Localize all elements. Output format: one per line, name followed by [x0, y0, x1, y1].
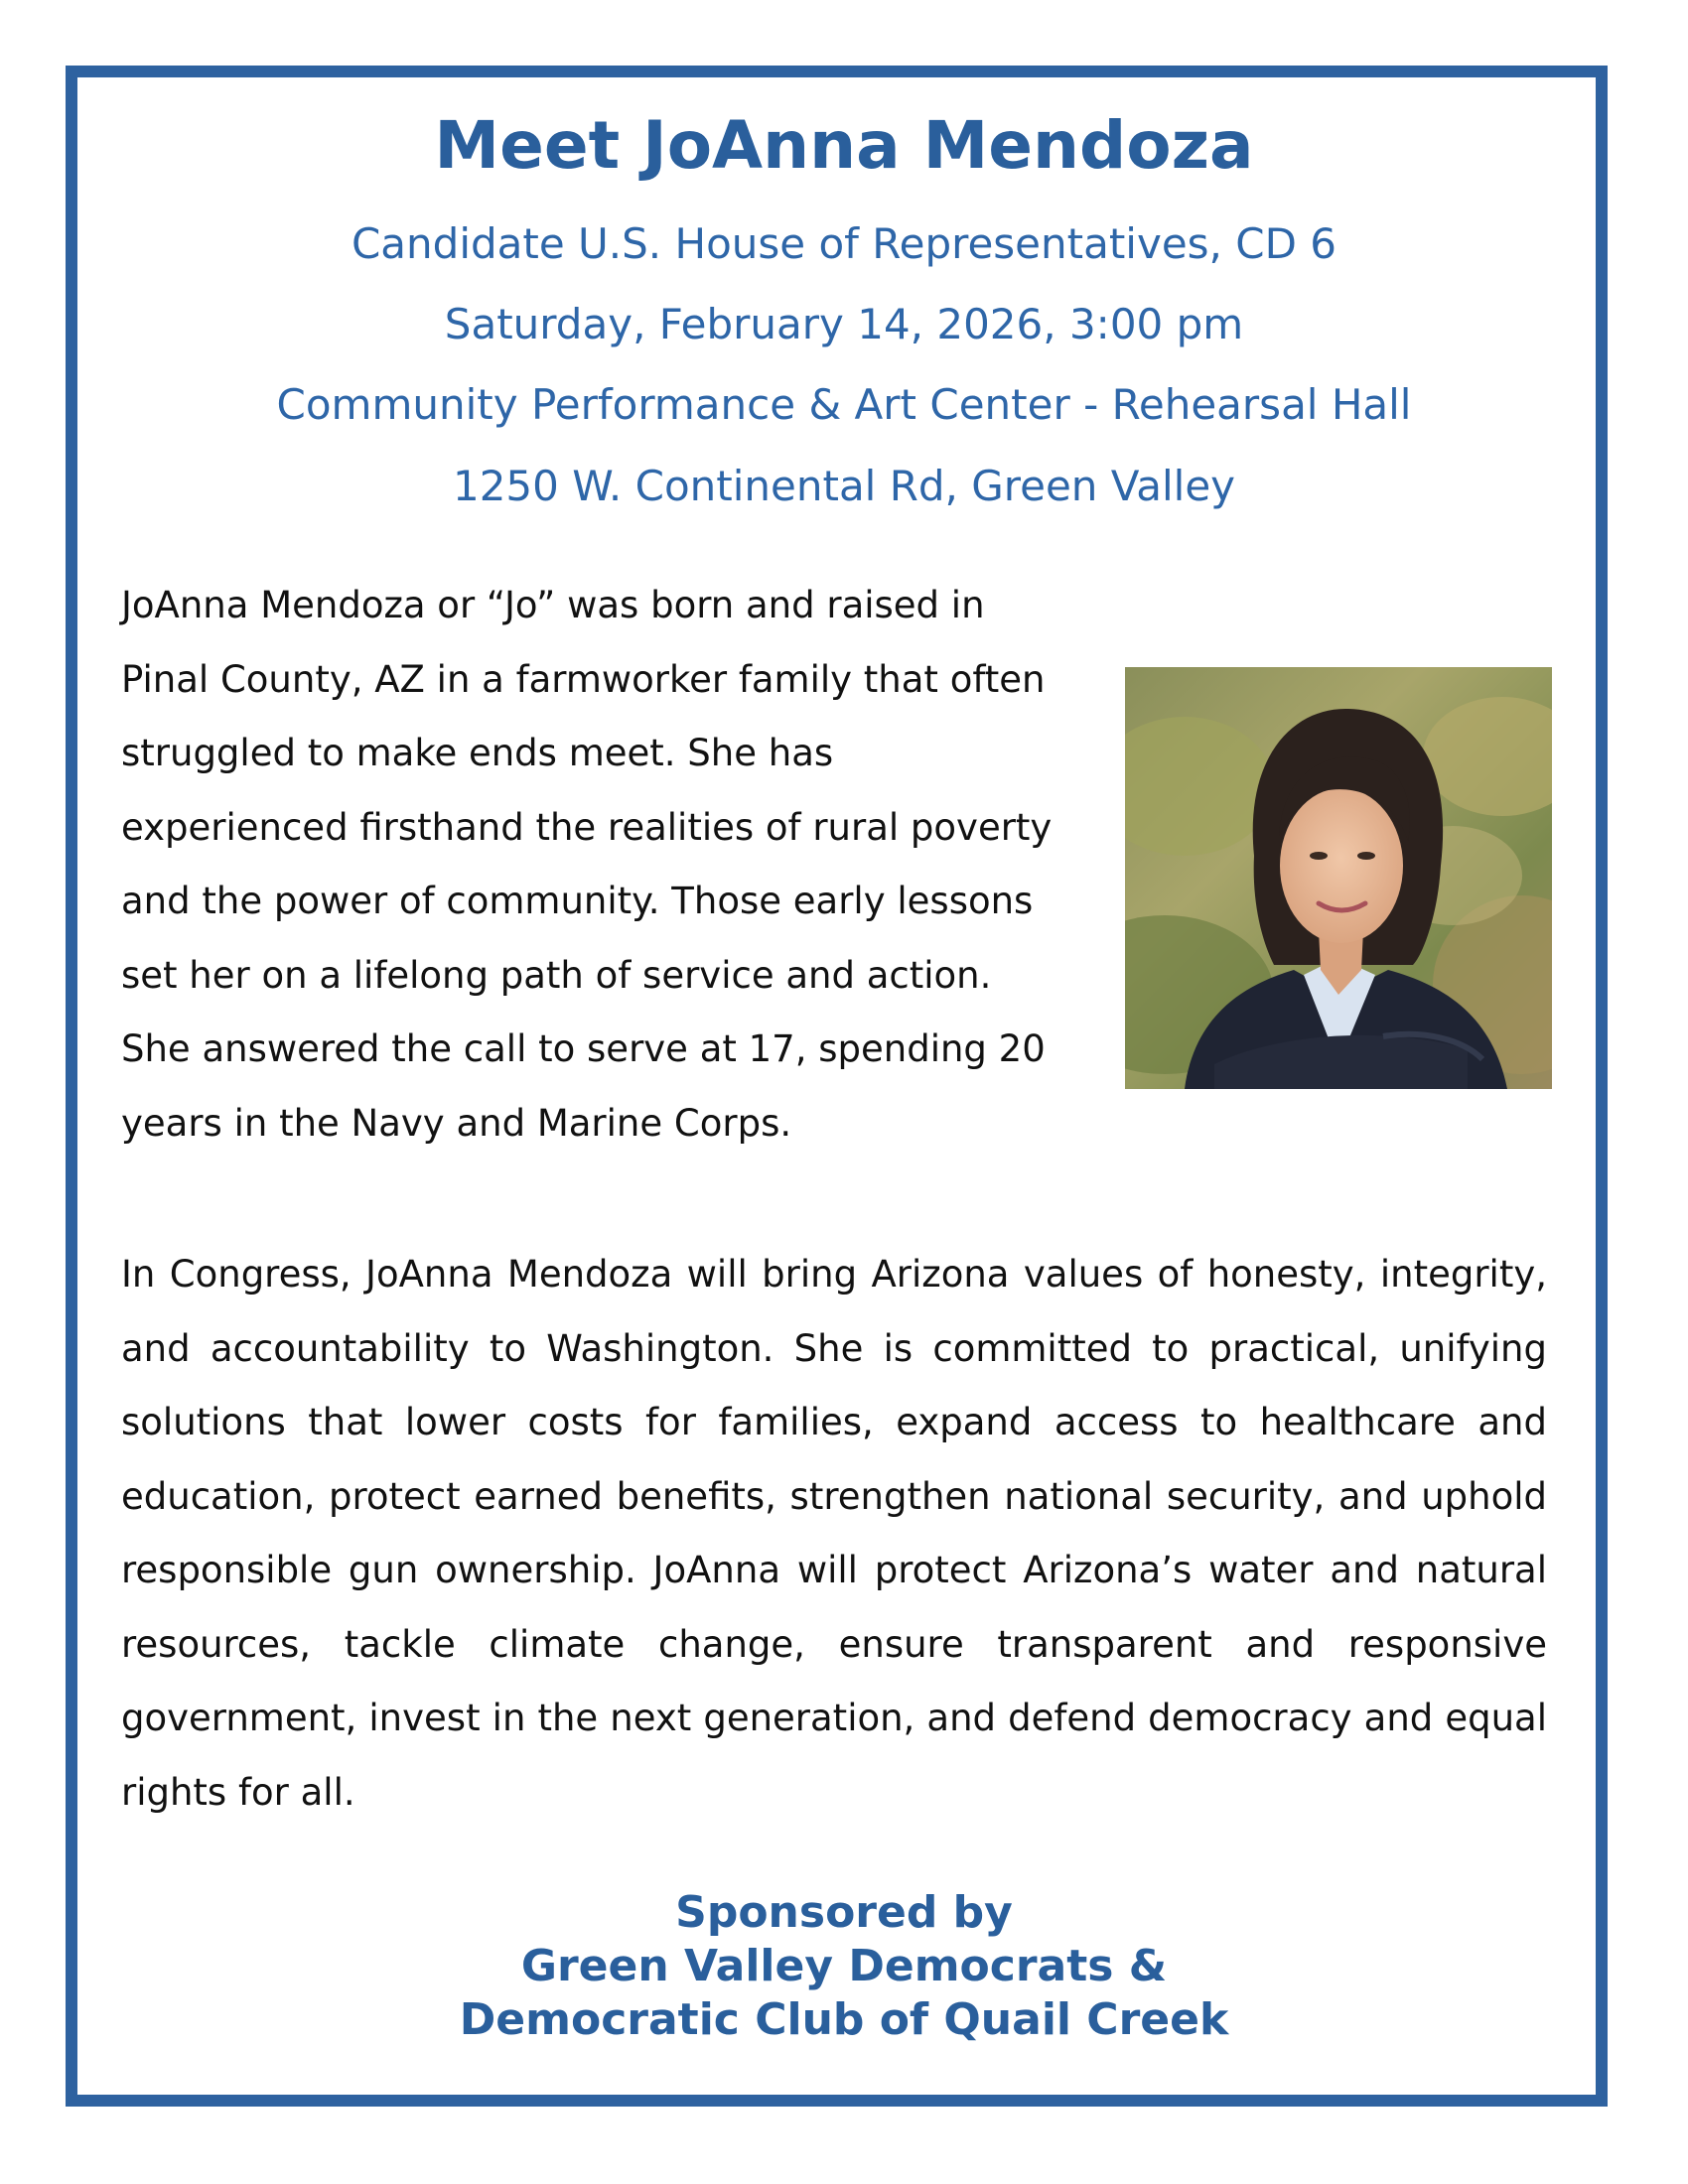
agenda-paragraph: In Congress, JoAnna Mendoza will bring Arizona values of honesty, integrity, and accountability to Washington. She is committed to practical, unifying solutions that lower costs for families, expand access to healthcare and education, protect earned benefits, strengthen national security, and uphold responsible gun ownership. JoAnna will protect Arizona’s water and natural resources, tackle climate change, ensure transparent and responsive government, invest in the next generation, and defend democracy and equal rights for all.	[121, 1253, 1547, 1814]
bio-paragraph: JoAnna Mendoza or “Jo” was born and raised in Pinal County, AZ in a farmworker family that often struggled to make ends meet. She has experienced firsthand the realities of rural poverty and the power of community. Those early lessons set her on a lifelong path of service and action. She answered the call to serve at 17, spending 20 years in the Navy and Marine Corps.	[121, 584, 1053, 1145]
candidate-photo	[1125, 667, 1552, 1089]
flyer-title: Meet JoAnna Mendoza	[434, 107, 1254, 184]
event-address: 1250 W. Continental Rd, Green Valley	[452, 462, 1236, 510]
sponsor-org-1: Green Valley Democrats &	[520, 1941, 1168, 1991]
candidacy-line: Candidate U.S. House of Representatives, CD 6	[351, 219, 1336, 268]
sponsor-heading: Sponsored by	[675, 1887, 1013, 1938]
sponsor-org-2: Democratic Club of Quail Creek	[459, 1994, 1229, 2045]
event-venue: Community Performance & Art Center - Rehearsal Hall	[276, 380, 1412, 429]
event-date-time: Saturday, February 14, 2026, 3:00 pm	[444, 300, 1244, 348]
